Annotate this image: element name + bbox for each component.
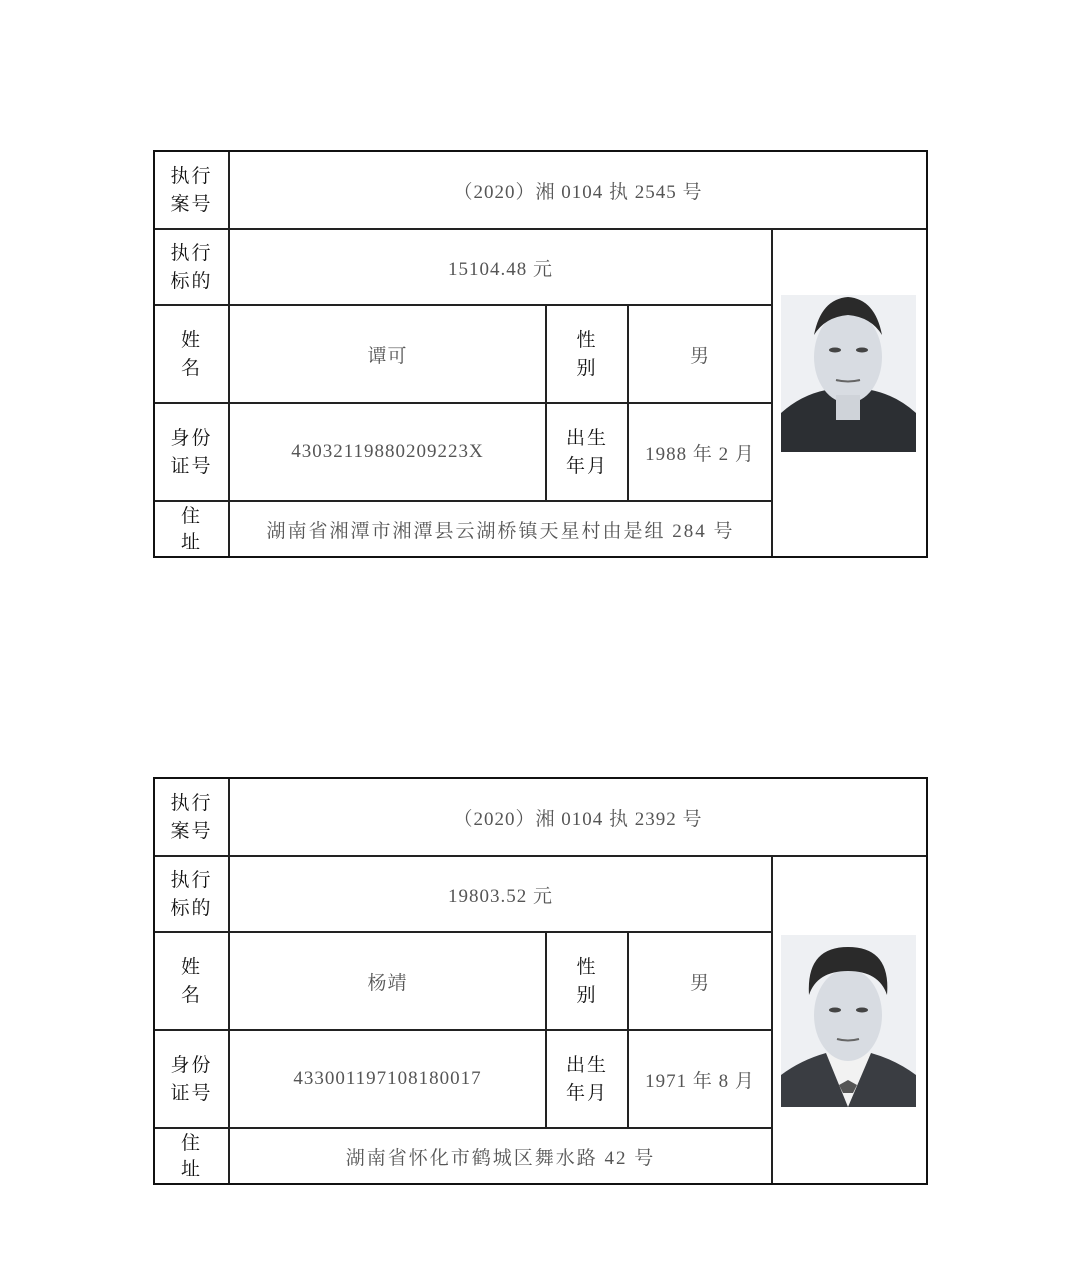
case-no-value: （2020）湘 0104 执 2392 号	[453, 808, 703, 830]
label-line: 住	[180, 505, 202, 527]
subject-label	[155, 230, 228, 304]
label-line: 年月	[565, 455, 608, 477]
label-line: 执行	[170, 242, 213, 264]
label-line: 案号	[170, 193, 213, 215]
label-line: 执行	[170, 869, 213, 891]
case-no-label	[155, 152, 228, 228]
subject-label	[155, 857, 228, 931]
name-label	[155, 306, 228, 402]
label-line: 名	[180, 357, 202, 379]
record-card	[153, 777, 928, 1185]
id-label	[155, 404, 228, 500]
label-line: 姓	[180, 329, 202, 351]
label-line: 证号	[170, 455, 213, 477]
label-line: 证号	[170, 1082, 213, 1104]
portrait-photo	[781, 295, 916, 452]
subject-value: 15104.48 元	[447, 258, 553, 280]
address-value: 湖南省怀化市鹤城区舞水路 42 号	[345, 1147, 656, 1169]
label-line: 址	[180, 1158, 202, 1180]
case-no-value: （2020）湘 0104 执 2545 号	[453, 181, 703, 203]
label-line: 姓	[180, 956, 202, 978]
label-line: 别	[576, 357, 598, 379]
birth-value: 1988 年 2 月	[645, 443, 755, 465]
label-line: 标的	[170, 270, 213, 292]
birth-label	[547, 404, 627, 500]
label-line: 执行	[170, 165, 213, 187]
portrait-photo	[781, 935, 916, 1107]
record-card	[153, 150, 928, 558]
case-no-label	[155, 779, 228, 855]
label-line: 身份	[170, 1054, 213, 1076]
name-value: 杨靖	[367, 972, 408, 994]
name-label	[155, 933, 228, 1029]
label-line: 住	[180, 1132, 202, 1154]
label-line: 性	[576, 956, 598, 978]
label-line: 别	[576, 984, 598, 1006]
label-line: 身份	[170, 427, 213, 449]
id-value: 43032119880209223X	[291, 441, 484, 462]
label-line: 出生	[565, 1054, 608, 1076]
address-label	[155, 1129, 228, 1183]
birth-label	[547, 1031, 627, 1127]
gender-value: 男	[689, 345, 710, 367]
label-line: 案号	[170, 820, 213, 842]
label-line: 年月	[565, 1082, 608, 1104]
label-line: 址	[180, 531, 202, 553]
label-line: 名	[180, 984, 202, 1006]
divider	[771, 228, 773, 556]
birth-value: 1971 年 8 月	[645, 1070, 755, 1092]
label-line: 标的	[170, 897, 213, 919]
divider	[771, 855, 773, 1183]
gender-label	[547, 933, 627, 1029]
id-label	[155, 1031, 228, 1127]
id-value: 433001197108180017	[293, 1068, 482, 1089]
address-value: 湖南省湘潭市湘潭县云湖桥镇天星村由是组 284 号	[266, 520, 735, 542]
label-line: 出生	[565, 427, 608, 449]
address-label	[155, 502, 228, 556]
person-portrait-icon	[781, 935, 916, 1107]
label-line: 执行	[170, 792, 213, 814]
subject-value: 19803.52 元	[447, 885, 553, 907]
name-value: 谭可	[367, 345, 408, 367]
gender-label	[547, 306, 627, 402]
label-line: 性	[576, 329, 598, 351]
gender-value: 男	[689, 972, 710, 994]
person-portrait-icon	[781, 295, 916, 452]
